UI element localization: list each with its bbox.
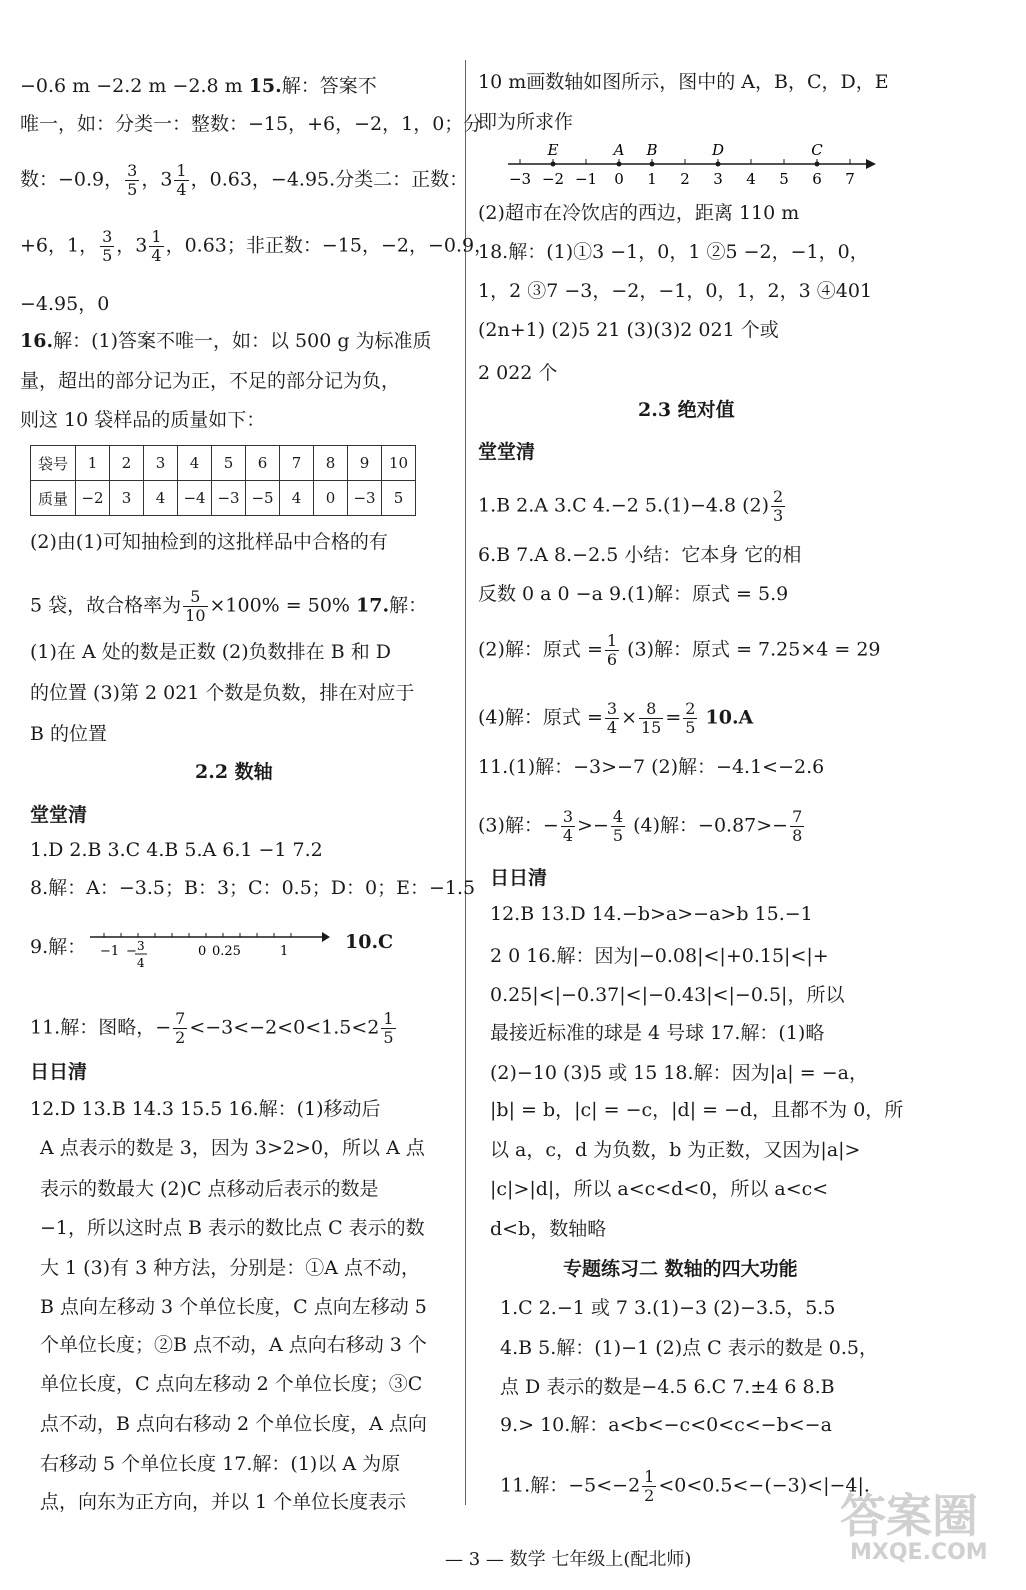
axis-tick-label: 3 bbox=[713, 170, 723, 188]
fraction: $\frac{3}{4}$ bbox=[562, 807, 574, 845]
text-line: |c|>|d|，所以 a<c<d<0，所以 a<c< bbox=[490, 1178, 829, 1200]
axis-point-label: C bbox=[811, 141, 823, 159]
text-line: +6，1， $\frac{3}{5}$ ，3 $\frac{1}{4}$ ，0.63；非正数：−15，−2，−0.9， bbox=[20, 227, 494, 265]
text-line: 8.解：A：−3.5；B：3；C：0.5；D：0；E：−1.5 bbox=[30, 877, 476, 899]
text-line: 1.D 2.B 3.C 4.B 5.A 6.1 −1 7.2 bbox=[30, 839, 323, 861]
table-cell: 3 bbox=[144, 446, 178, 481]
sample-mass-table bbox=[30, 445, 416, 516]
axis-label: −1 bbox=[100, 944, 120, 959]
text-line: d<b，数轴略 bbox=[490, 1218, 607, 1240]
table-cell: 10 bbox=[382, 446, 416, 481]
table-cell: 6 bbox=[246, 446, 280, 481]
fraction: $\frac{4}{5}$ bbox=[612, 807, 624, 845]
table-cell: 2 bbox=[110, 446, 144, 481]
axis-label: 0.25 bbox=[212, 944, 241, 959]
text-line: 10.C bbox=[345, 931, 394, 953]
text-line: −4.95，0 bbox=[20, 293, 110, 315]
axis-label: 1 bbox=[280, 944, 289, 959]
text-line: 1，2 ③7 −3，−2，−1，0，1，2，3 ④401 bbox=[478, 280, 873, 302]
table-cell: 袋号 bbox=[31, 446, 76, 481]
text-line: 点，向东为正方向，并以 1 个单位长度表示 bbox=[40, 1491, 407, 1513]
text-line: 16.解：(1)答案不唯一，如：以 500 g 为标准质 bbox=[20, 330, 432, 352]
table-cell: 1 bbox=[76, 446, 110, 481]
fraction: $\frac{3}{5}$ bbox=[127, 161, 138, 199]
axis-point-label: A bbox=[613, 141, 625, 159]
text-line: 即为所求作 bbox=[478, 111, 574, 133]
fraction: $\frac{7}{2}$ bbox=[175, 1009, 186, 1047]
axis-point-label: D bbox=[711, 141, 725, 159]
axis-point bbox=[650, 162, 655, 167]
watermark-url: MXQE.COM bbox=[850, 1540, 988, 1565]
table-cell: 8 bbox=[314, 446, 348, 481]
axis-label: − bbox=[126, 944, 137, 959]
watermark-logo: 答案圈 bbox=[840, 1489, 978, 1543]
text-line: 18.解：(1)①3 −1，0，1 ②5 −2，−1，0， bbox=[478, 241, 869, 263]
table-cell: 4 bbox=[178, 446, 212, 481]
fraction: $\frac{3}{4}$ bbox=[606, 699, 618, 737]
axis-point bbox=[716, 162, 721, 167]
text-line: 1.B 2.A 3.C 4.−2 5.(1)−4.8 (2) $\frac{2}{3}$ bbox=[478, 487, 784, 525]
axis-point bbox=[815, 162, 820, 167]
section-label: 堂堂清 bbox=[478, 441, 536, 463]
axis-point-label: B bbox=[646, 141, 658, 159]
text-line: −1，所以这时点 B 表示的数比点 C 表示的数 bbox=[40, 1217, 425, 1239]
fraction: $\frac{3}{5}$ bbox=[102, 227, 113, 265]
table-cell: 4 bbox=[144, 481, 178, 516]
text-line: (2n+1) (2)5 21 (3)(3)2 021 个或 bbox=[478, 319, 779, 341]
text-line: 唯一，如：分类一：整数：−15，+6，−2，1，0；分 bbox=[20, 113, 483, 135]
fraction: $\frac{1}{2}$ bbox=[644, 1467, 655, 1505]
text-line: 0.25|<|−0.37|<|−0.43|<|−0.5|，所以 bbox=[490, 984, 845, 1006]
text-line: 12.B 13.D 14.−b>a>−a>b 15.−1 bbox=[490, 903, 813, 925]
fraction: $\frac{1}{6}$ bbox=[606, 631, 618, 669]
text-line: 9.> 10.解：a<b<−c<0<c<−b<−a bbox=[500, 1414, 832, 1436]
table-cell: 7 bbox=[280, 446, 314, 481]
table-cell: −5 bbox=[246, 481, 280, 516]
axis-tick-label: 6 bbox=[812, 170, 822, 188]
axis-tick-label: −3 bbox=[508, 170, 532, 188]
table-cell: −3 bbox=[348, 481, 382, 516]
text-line: 11.解：图略，− $\frac{7}{2}$ <−3<−2<0<1.5<2 $\frac{1}{5}$ bbox=[30, 1009, 394, 1047]
fraction: $\frac{7}{8}$ bbox=[792, 807, 803, 845]
text-line: 则这 10 袋样品的质量如下： bbox=[20, 409, 266, 431]
number-line-17 bbox=[508, 138, 878, 194]
section-title: 专题练习二 数轴的四大功能 bbox=[563, 1258, 798, 1280]
text-line: 单位长度，C 点向左移动 2 个单位长度；③C bbox=[40, 1373, 423, 1395]
axis-point bbox=[617, 162, 622, 167]
table-row bbox=[31, 446, 416, 481]
text-line: 个单位长度；②B 点不动，A 点向右移动 3 个 bbox=[40, 1334, 427, 1356]
fraction: $\frac{1}{5}$ bbox=[383, 1009, 394, 1047]
fraction: $\frac{2}{3}$ bbox=[773, 487, 784, 525]
axis-label: 0 bbox=[198, 944, 207, 959]
text-line: 10 m画数轴如图所示，图中的 A，B，C，D，E bbox=[478, 71, 889, 93]
axis-label: 4 bbox=[137, 956, 145, 970]
text-line: (1)在 A 处的数是正数 (2)负数排在 B 和 D bbox=[30, 641, 391, 663]
table-cell: −3 bbox=[212, 481, 246, 516]
text-line: B 点向左移动 3 个单位长度，C 点向左移动 5 bbox=[40, 1296, 427, 1318]
text-line: 4.B 5.解：(1)−1 (2)点 C 表示的数是 0.5， bbox=[500, 1337, 879, 1359]
text-line: 12.D 13.B 14.3 15.5 16.解：(1)移动后 bbox=[30, 1098, 381, 1120]
text-line: 2 0 16.解：因为|−0.08|<|+0.15|<|+ bbox=[490, 945, 829, 967]
axis-tick-label: −2 bbox=[541, 170, 565, 188]
text-line: B 的位置 bbox=[30, 723, 108, 745]
fraction: $\frac{1}{4}$ bbox=[151, 227, 162, 265]
axis-tick-label: −1 bbox=[574, 170, 598, 188]
axis-point-label: E bbox=[547, 141, 559, 159]
section-label: 日日清 bbox=[490, 867, 548, 889]
text-line: 1.C 2.−1 或 7 3.(1)−3 (2)−3.5，5.5 bbox=[500, 1297, 836, 1319]
text-line: 表示的数最大 (2)C 点移动后表示的数是 bbox=[40, 1178, 379, 1200]
fraction: $\frac{5}{10}$ bbox=[185, 587, 206, 625]
table-cell: 质量 bbox=[31, 481, 76, 516]
page-footer: — 3 — 数学 七年级上(配北师) bbox=[445, 1549, 692, 1570]
text-line: 5 袋，故合格率为 $\frac{5}{10}$ ×100% = 50% 17.解： bbox=[30, 587, 428, 625]
text-line: 9.解： bbox=[30, 936, 87, 958]
fraction: $\frac{8}{15}$ bbox=[640, 699, 662, 737]
axis-tick-label: 5 bbox=[779, 170, 789, 188]
table-cell: −4 bbox=[178, 481, 212, 516]
fraction: $\frac{2}{5}$ bbox=[685, 699, 696, 737]
table-cell: 5 bbox=[382, 481, 416, 516]
table-cell: 9 bbox=[348, 446, 382, 481]
axis-tick-label: 7 bbox=[845, 170, 855, 188]
text-line: 量，超出的部分记为正，不足的部分记为负， bbox=[20, 370, 401, 392]
text-line: (3)解：− $\frac{3}{4}$ >− $\frac{4}{5}$ (4)解：−0.87>− $\frac{7}{8}$ bbox=[478, 807, 803, 845]
table-cell: 4 bbox=[280, 481, 314, 516]
section-title: 2.2 数轴 bbox=[195, 761, 273, 783]
axis-tick-label: 2 bbox=[680, 170, 690, 188]
section-label: 日日清 bbox=[30, 1061, 88, 1083]
text-line: 大 1 (3)有 3 种方法，分别是：①A 点不动， bbox=[40, 1257, 421, 1279]
text-line: 11.(1)解：−3>−7 (2)解：−4.1<−2.6 bbox=[478, 756, 825, 778]
text-line: (4)解：原式 = $\frac{3}{4}$ × $\frac{8}{15}$ = $\frac{2}{5}$ 10.A bbox=[478, 699, 754, 737]
text-line: 数：−0.9， $\frac{3}{5}$ ，3 $\frac{1}{4}$ ，0.63，−4.95.分类二：正数： bbox=[20, 161, 469, 199]
table-cell: −2 bbox=[76, 481, 110, 516]
text-line: 11.解：−5<−2 $\frac{1}{2}$ <0<0.5<−(−3)<|−4|. bbox=[500, 1467, 870, 1505]
text-line: A 点表示的数是 3，因为 3>2>0，所以 A 点 bbox=[40, 1137, 425, 1159]
text-line: 右移动 5 个单位长度 17.解：(1)以 A 为原 bbox=[40, 1453, 401, 1475]
text-line: −0.6 m −2.2 m −2.8 m 15.解：答案不 bbox=[20, 75, 377, 97]
axis-tick-label: 1 bbox=[647, 170, 657, 188]
text-line: 6.B 7.A 8.−2.5 小结：它本身 它的相 bbox=[478, 544, 802, 566]
text-line: 最接近标准的球是 4 号球 17.解：(1)略 bbox=[490, 1022, 825, 1044]
axis-tick-label: 0 bbox=[614, 170, 624, 188]
table-row bbox=[31, 481, 416, 516]
column-divider bbox=[465, 60, 466, 1505]
text-line: (2)超市在冷饮店的西边，距离 110 m bbox=[478, 202, 800, 224]
section-title: 2.3 绝对值 bbox=[638, 399, 735, 421]
text-line: |b| = b，|c| = −c，|d| = −d，且都不为 0，所 bbox=[490, 1099, 904, 1121]
text-line: (2)−10 (3)5 或 15 18.解：因为|a| = −a， bbox=[490, 1062, 868, 1084]
text-line: 2 022 个 bbox=[478, 362, 558, 384]
table-cell: 5 bbox=[212, 446, 246, 481]
text-line: 以 a，c，d 为负数，b 为正数，又因为|a|> bbox=[490, 1139, 861, 1161]
fraction: $\frac{1}{4}$ bbox=[176, 161, 187, 199]
axis-point bbox=[551, 162, 556, 167]
text-line: 的位置 (3)第 2 021 个数是负数，排在对应于 bbox=[30, 682, 415, 704]
text-line: (2)解：原式 = $\frac{1}{6}$ (3)解：原式 = 7.25×4 = 29 bbox=[478, 631, 881, 669]
text-line: (2)由(1)可知抽检到的这批样品中合格的有 bbox=[30, 531, 388, 553]
table-cell: 3 bbox=[110, 481, 144, 516]
table-cell: 0 bbox=[314, 481, 348, 516]
section-label: 堂堂清 bbox=[30, 804, 88, 826]
number-line-9 bbox=[90, 925, 330, 975]
text-line: 反数 0 a 0 −a 9.(1)解：原式 = 5.9 bbox=[478, 583, 789, 605]
text-line: 点 D 表示的数是−4.5 6.C 7.±4 6 8.B bbox=[500, 1376, 835, 1398]
axis-label: 3 bbox=[137, 939, 145, 953]
axis-tick-label: 4 bbox=[746, 170, 756, 188]
text-line: 点不动，B 点向右移动 2 个单位长度，A 点向 bbox=[40, 1413, 427, 1435]
